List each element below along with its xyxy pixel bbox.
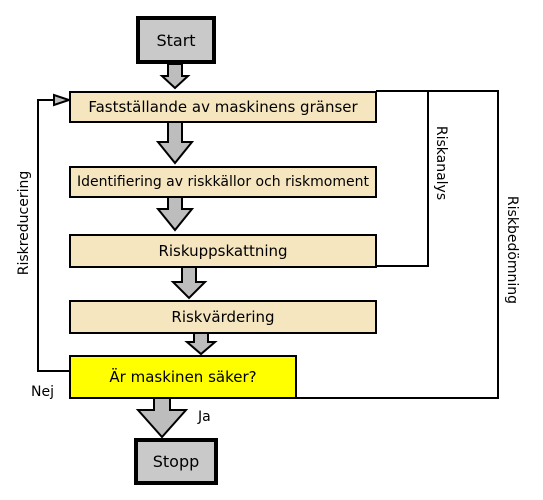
decision-node bbox=[69, 355, 297, 399]
stop-node bbox=[134, 438, 218, 485]
riskreducering-arrowhead bbox=[54, 95, 69, 105]
step-label: Identifiering av riskkällor och riskmoment bbox=[77, 174, 369, 190]
start-node bbox=[136, 16, 216, 64]
arrow-decision-to-stop bbox=[138, 398, 186, 437]
decision-label: Är maskinen säker? bbox=[109, 368, 257, 386]
step-label: Fastställande av maskinens gränser bbox=[88, 98, 358, 116]
riskanalys-label: Riskanalys bbox=[433, 125, 449, 201]
arrow-start-to-step1 bbox=[162, 64, 188, 88]
arrow-step1-to-step2 bbox=[158, 121, 192, 163]
arrow-step4-to-decision bbox=[187, 332, 215, 354]
step-maskinens-granser bbox=[69, 91, 377, 123]
step-label: Riskvärdering bbox=[171, 308, 275, 326]
riskanalys-bracket bbox=[376, 91, 428, 266]
step-riskuppskattning bbox=[69, 234, 377, 268]
riskreducering-line bbox=[38, 100, 70, 371]
no-label: Nej bbox=[31, 384, 54, 400]
step-label: Riskuppskattning bbox=[158, 242, 288, 260]
riskreducering-label: Riskreducering bbox=[16, 170, 32, 276]
stop-label: Stopp bbox=[152, 452, 200, 471]
step-identifiering bbox=[69, 166, 377, 198]
arrow-step3-to-step4 bbox=[173, 266, 205, 298]
yes-label: Ja bbox=[198, 409, 211, 425]
arrow-step2-to-step3 bbox=[158, 196, 192, 230]
riskbedomning-label: Riskbedömning bbox=[504, 195, 520, 305]
step-riskvardering bbox=[69, 300, 377, 334]
start-label: Start bbox=[156, 30, 196, 50]
